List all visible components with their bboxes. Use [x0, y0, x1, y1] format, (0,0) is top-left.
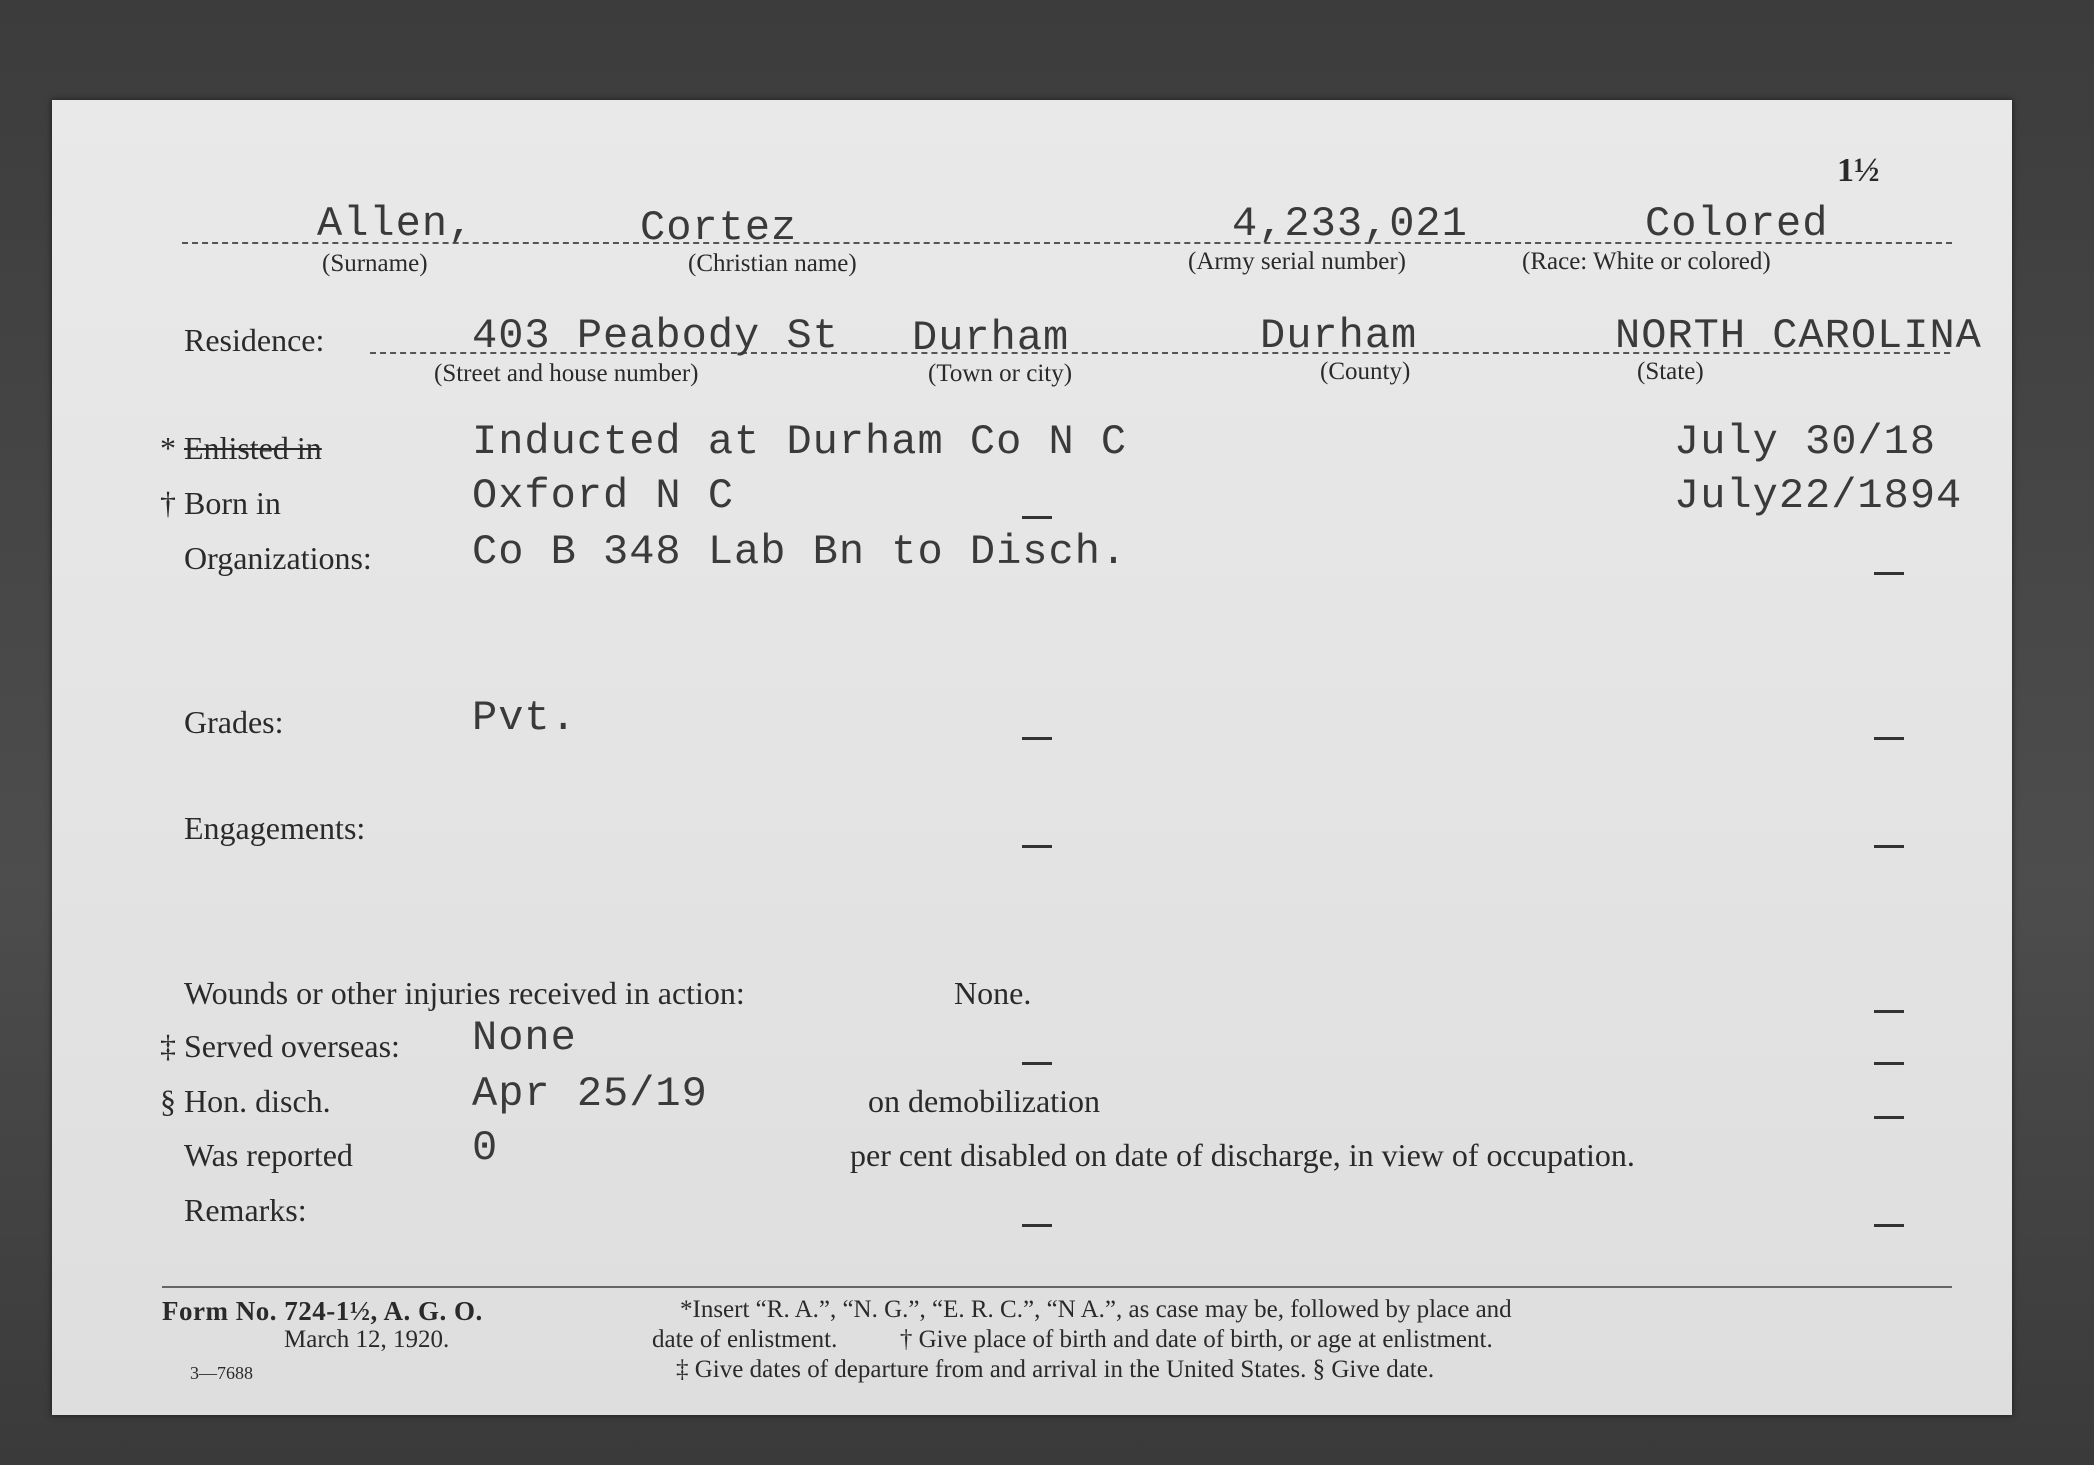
reported-suffix: per cent disabled on date of discharge, in view of occupation. — [850, 1137, 1635, 1173]
wounds-dash — [1874, 1010, 1904, 1013]
street-value: 403 Peabody St — [472, 312, 839, 360]
overseas-label: Served overseas: — [184, 1028, 400, 1064]
enlisted-marker: * — [160, 430, 176, 466]
engagements-dash-mid — [1022, 845, 1052, 848]
form-date: March 12, 1920. — [284, 1326, 450, 1353]
engagements-label: Engagements: — [184, 810, 366, 846]
disch-marker: § — [160, 1083, 176, 1119]
enlisted-value: Inducted at Durham Co N C — [472, 418, 1128, 466]
disch-dash — [1874, 1116, 1904, 1119]
enlisted-date: July 30/18 — [1674, 418, 1937, 466]
town-caption: (Town or city) — [928, 360, 1073, 387]
grades-dash-right — [1874, 737, 1904, 740]
serial-caption: (Army serial number) — [1188, 248, 1406, 275]
born-marker: † — [160, 485, 176, 521]
footnote-line-3: ‡ Give dates of departure from and arrival in the United States. § Give date. — [676, 1356, 1435, 1383]
town-value: Durham — [912, 314, 1070, 362]
organizations-dash — [1874, 572, 1904, 575]
footer-divider — [162, 1286, 1952, 1288]
enlisted-label: Enlisted in — [184, 430, 322, 466]
overseas-dash-mid — [1022, 1062, 1052, 1065]
remarks-label: Remarks: — [184, 1192, 307, 1228]
disch-suffix: on demobilization — [868, 1083, 1100, 1119]
wounds-value: None. — [954, 975, 1032, 1011]
overseas-value: None — [472, 1014, 577, 1062]
county-caption: (County) — [1320, 358, 1411, 385]
surname-caption: (Surname) — [322, 250, 428, 277]
reported-label: Was reported — [184, 1137, 353, 1173]
remarks-dash-mid — [1022, 1224, 1052, 1227]
race-value: Colored — [1645, 200, 1829, 248]
wounds-label: Wounds or other injuries received in action: — [184, 975, 745, 1011]
street-caption: (Street and house number) — [434, 360, 699, 387]
christian-name-caption: (Christian name) — [688, 250, 857, 277]
service-record-card — [52, 100, 2012, 1415]
grades-dash-mid — [1022, 737, 1052, 740]
grades-value: Pvt. — [472, 694, 577, 742]
overseas-marker: ‡ — [160, 1028, 176, 1064]
form-number: Form No. 724-1½, A. G. O. — [162, 1296, 483, 1326]
christian-name-value: Cortez — [640, 204, 798, 252]
county-value: Durham — [1260, 312, 1418, 360]
army-serial-number: 4,233,021 — [1232, 200, 1468, 248]
grades-label: Grades: — [184, 704, 284, 740]
born-label: Born in — [184, 485, 281, 521]
disch-value: Apr 25/19 — [472, 1070, 708, 1118]
organizations-label: Organizations: — [184, 540, 372, 576]
born-value: Oxford N C — [472, 472, 735, 520]
state-caption: (State) — [1637, 358, 1704, 385]
remarks-dash-right — [1874, 1224, 1904, 1227]
born-date: July22/1894 — [1674, 472, 1963, 520]
race-caption: (Race: White or colored) — [1522, 248, 1771, 275]
state-value: NORTH CAROLINA — [1615, 312, 1982, 360]
surname-value: Allen, — [317, 200, 475, 248]
engagements-dash-right — [1874, 845, 1904, 848]
footnote-line-1: *Insert “R. A.”, “N. G.”, “E. R. C.”, “N A.”, as case may be, followed by place and — [680, 1296, 1512, 1323]
footnote-line-2: date of enlistment. † Give place of birth and date of birth, or age at enlistment. — [652, 1326, 1493, 1353]
print-code: 3—7688 — [190, 1363, 253, 1383]
residence-label: Residence: — [184, 322, 325, 358]
organizations-value: Co B 348 Lab Bn to Disch. — [472, 528, 1128, 576]
disch-label: Hon. disch. — [184, 1083, 331, 1119]
overseas-dash-right — [1874, 1062, 1904, 1065]
card-number: 1½ — [1837, 152, 1880, 189]
born-dash — [1022, 516, 1052, 519]
reported-value: 0 — [472, 1124, 499, 1172]
